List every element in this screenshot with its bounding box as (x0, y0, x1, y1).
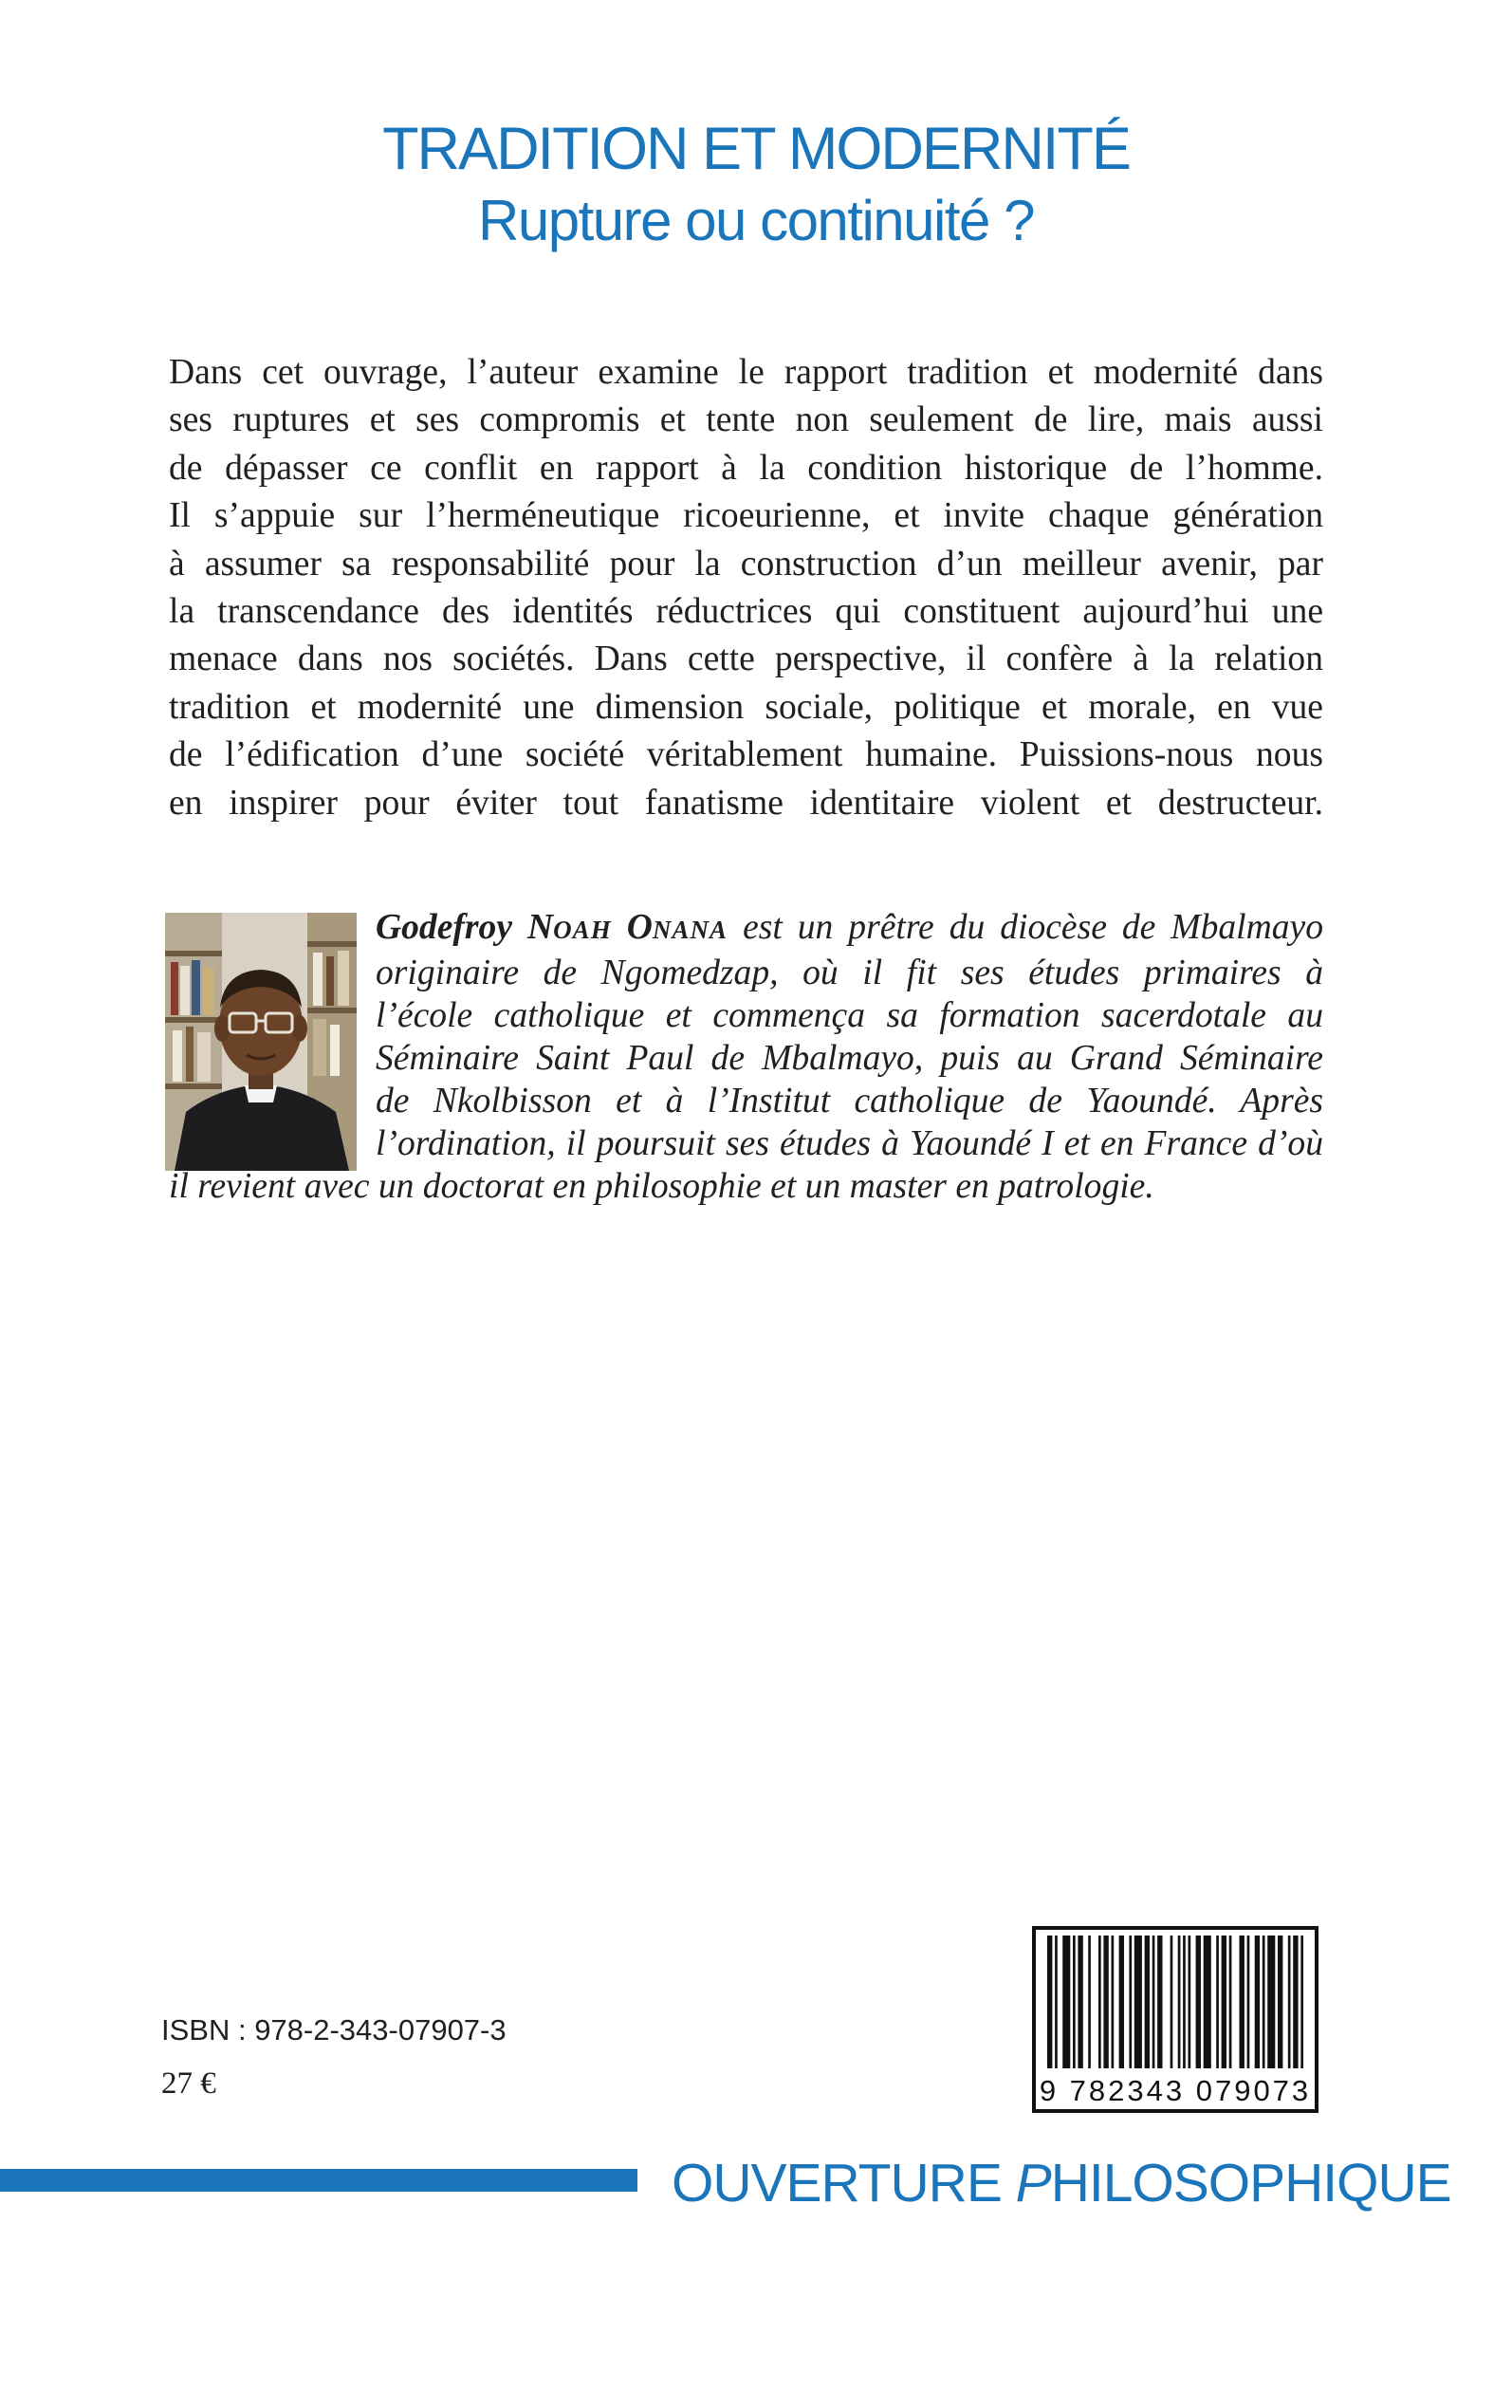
summary-line: en inspirer pour éviter tout fanatisme identitaire violent et destructeur. (169, 783, 1323, 823)
barcode-bar (1129, 1936, 1132, 2068)
barcode-bar (1229, 1936, 1232, 2068)
summary-line: à assumer sa responsabilité pour la construction d’un meilleur avenir, par (169, 544, 1323, 583)
summary-line: de dépasser ce conflit en rapport à la condition historique de l’homme. (169, 448, 1323, 488)
barcode-digits: 9 782343 079073 (1039, 2074, 1312, 2107)
summary-paragraph (169, 349, 1323, 827)
barcode-bar (1178, 1936, 1181, 2068)
barcode-bar (1300, 1936, 1303, 2068)
bio-line: il revient avec un doctorat en philosophie et un master en patrologie. (169, 1167, 1154, 1206)
barcode-bar (1267, 1936, 1275, 2068)
author-bio (169, 906, 1323, 1208)
bio-line: originaire de Ngomedzap, où il fit ses études primaires à (376, 954, 1323, 992)
barcode-bar (1112, 1936, 1115, 2068)
barcode-bar (1255, 1936, 1260, 2068)
barcode-bar (1216, 1936, 1219, 2068)
barcode-bar (1088, 1936, 1091, 2068)
barcode-bar (1145, 1936, 1150, 2068)
summary-line: la transcendance des identités réductrices qui constituent aujourd’hui une (169, 592, 1323, 632)
author-name: Godefroy NOAH ONANA (376, 908, 728, 947)
summary-line: de l’édification d’une société véritablement humaine. Puissions-nous nous (169, 735, 1323, 775)
barcode-bar (1119, 1936, 1124, 2068)
barcode-bar (1047, 1936, 1052, 2068)
barcode-bar (1183, 1936, 1186, 2068)
title-line-1: TRADITION ET MODERNITÉ (382, 116, 1130, 182)
isbn-label: ISBN : 978-2-343-07907-3 (161, 2013, 507, 2047)
cover-title (0, 114, 1512, 256)
summary-line: tradition et modernité une dimension sociale, politique et morale, en vue (169, 687, 1323, 727)
barcode-bar (1204, 1936, 1211, 2068)
title-line-2: Rupture ou continuité ? (478, 189, 1034, 252)
barcode-bar (1134, 1936, 1142, 2068)
summary-line: Dans cet ouvrage, l’auteur examine le rapport tradition et modernité dans (169, 353, 1323, 392)
barcode-bar (1073, 1936, 1076, 2068)
bio-first-line: Godefroy NOAH ONANA est un prêtre du diocèse de Mbalmayo (376, 908, 1323, 947)
bio-line: de Nkolbisson et à l’Institut catholique de Yaoundé. Après (376, 1082, 1323, 1121)
barcode-bar (1247, 1936, 1250, 2068)
barcode-bar (1189, 1936, 1191, 2068)
barcode (1032, 1926, 1318, 2113)
barcode-bar (1240, 1936, 1245, 2068)
barcode-bar (1288, 1936, 1291, 2068)
barcode-bar (1152, 1936, 1155, 2068)
barcode-bar (1196, 1936, 1201, 2068)
barcode-bar (1157, 1936, 1162, 2068)
bio-line: l’ordination, il poursuit ses études à Yaoundé I et en France d’où (376, 1124, 1323, 1163)
barcode-bar (1222, 1936, 1226, 2068)
summary-line: menace dans nos sociétés. Dans cette perspective, il confère à la relation (169, 639, 1323, 679)
barcode-bar (1171, 1936, 1173, 2068)
bio-line: Séminaire Saint Paul de Mbalmayo, puis au Grand Séminaire (376, 1039, 1323, 1078)
series-title: OUVERTURE PHILOSOPHIQUE (672, 2153, 1451, 2214)
summary-line: Il s’appuie sur l’herméneutique ricoeurienne, et invite chaque génération (169, 496, 1323, 536)
barcode-bar (1098, 1936, 1101, 2068)
barcode-bar (1278, 1936, 1282, 2068)
barcode-bar (1062, 1936, 1070, 2068)
ean13-barcode-icon (1045, 1936, 1307, 2068)
series-accent-bar (0, 2169, 637, 2192)
barcode-bar (1263, 1936, 1265, 2068)
barcode-bar (1293, 1936, 1298, 2068)
price-label: 27 € (161, 2066, 216, 2101)
summary-line: ses ruptures et ses compromis et tente non seulement de lire, mais aussi (169, 400, 1323, 440)
barcode-bar (1055, 1936, 1058, 2068)
bio-line: l’école catholique et commença sa formation sacerdotale au (376, 996, 1323, 1035)
barcode-bar (1078, 1936, 1082, 2068)
barcode-bar (1103, 1936, 1108, 2068)
